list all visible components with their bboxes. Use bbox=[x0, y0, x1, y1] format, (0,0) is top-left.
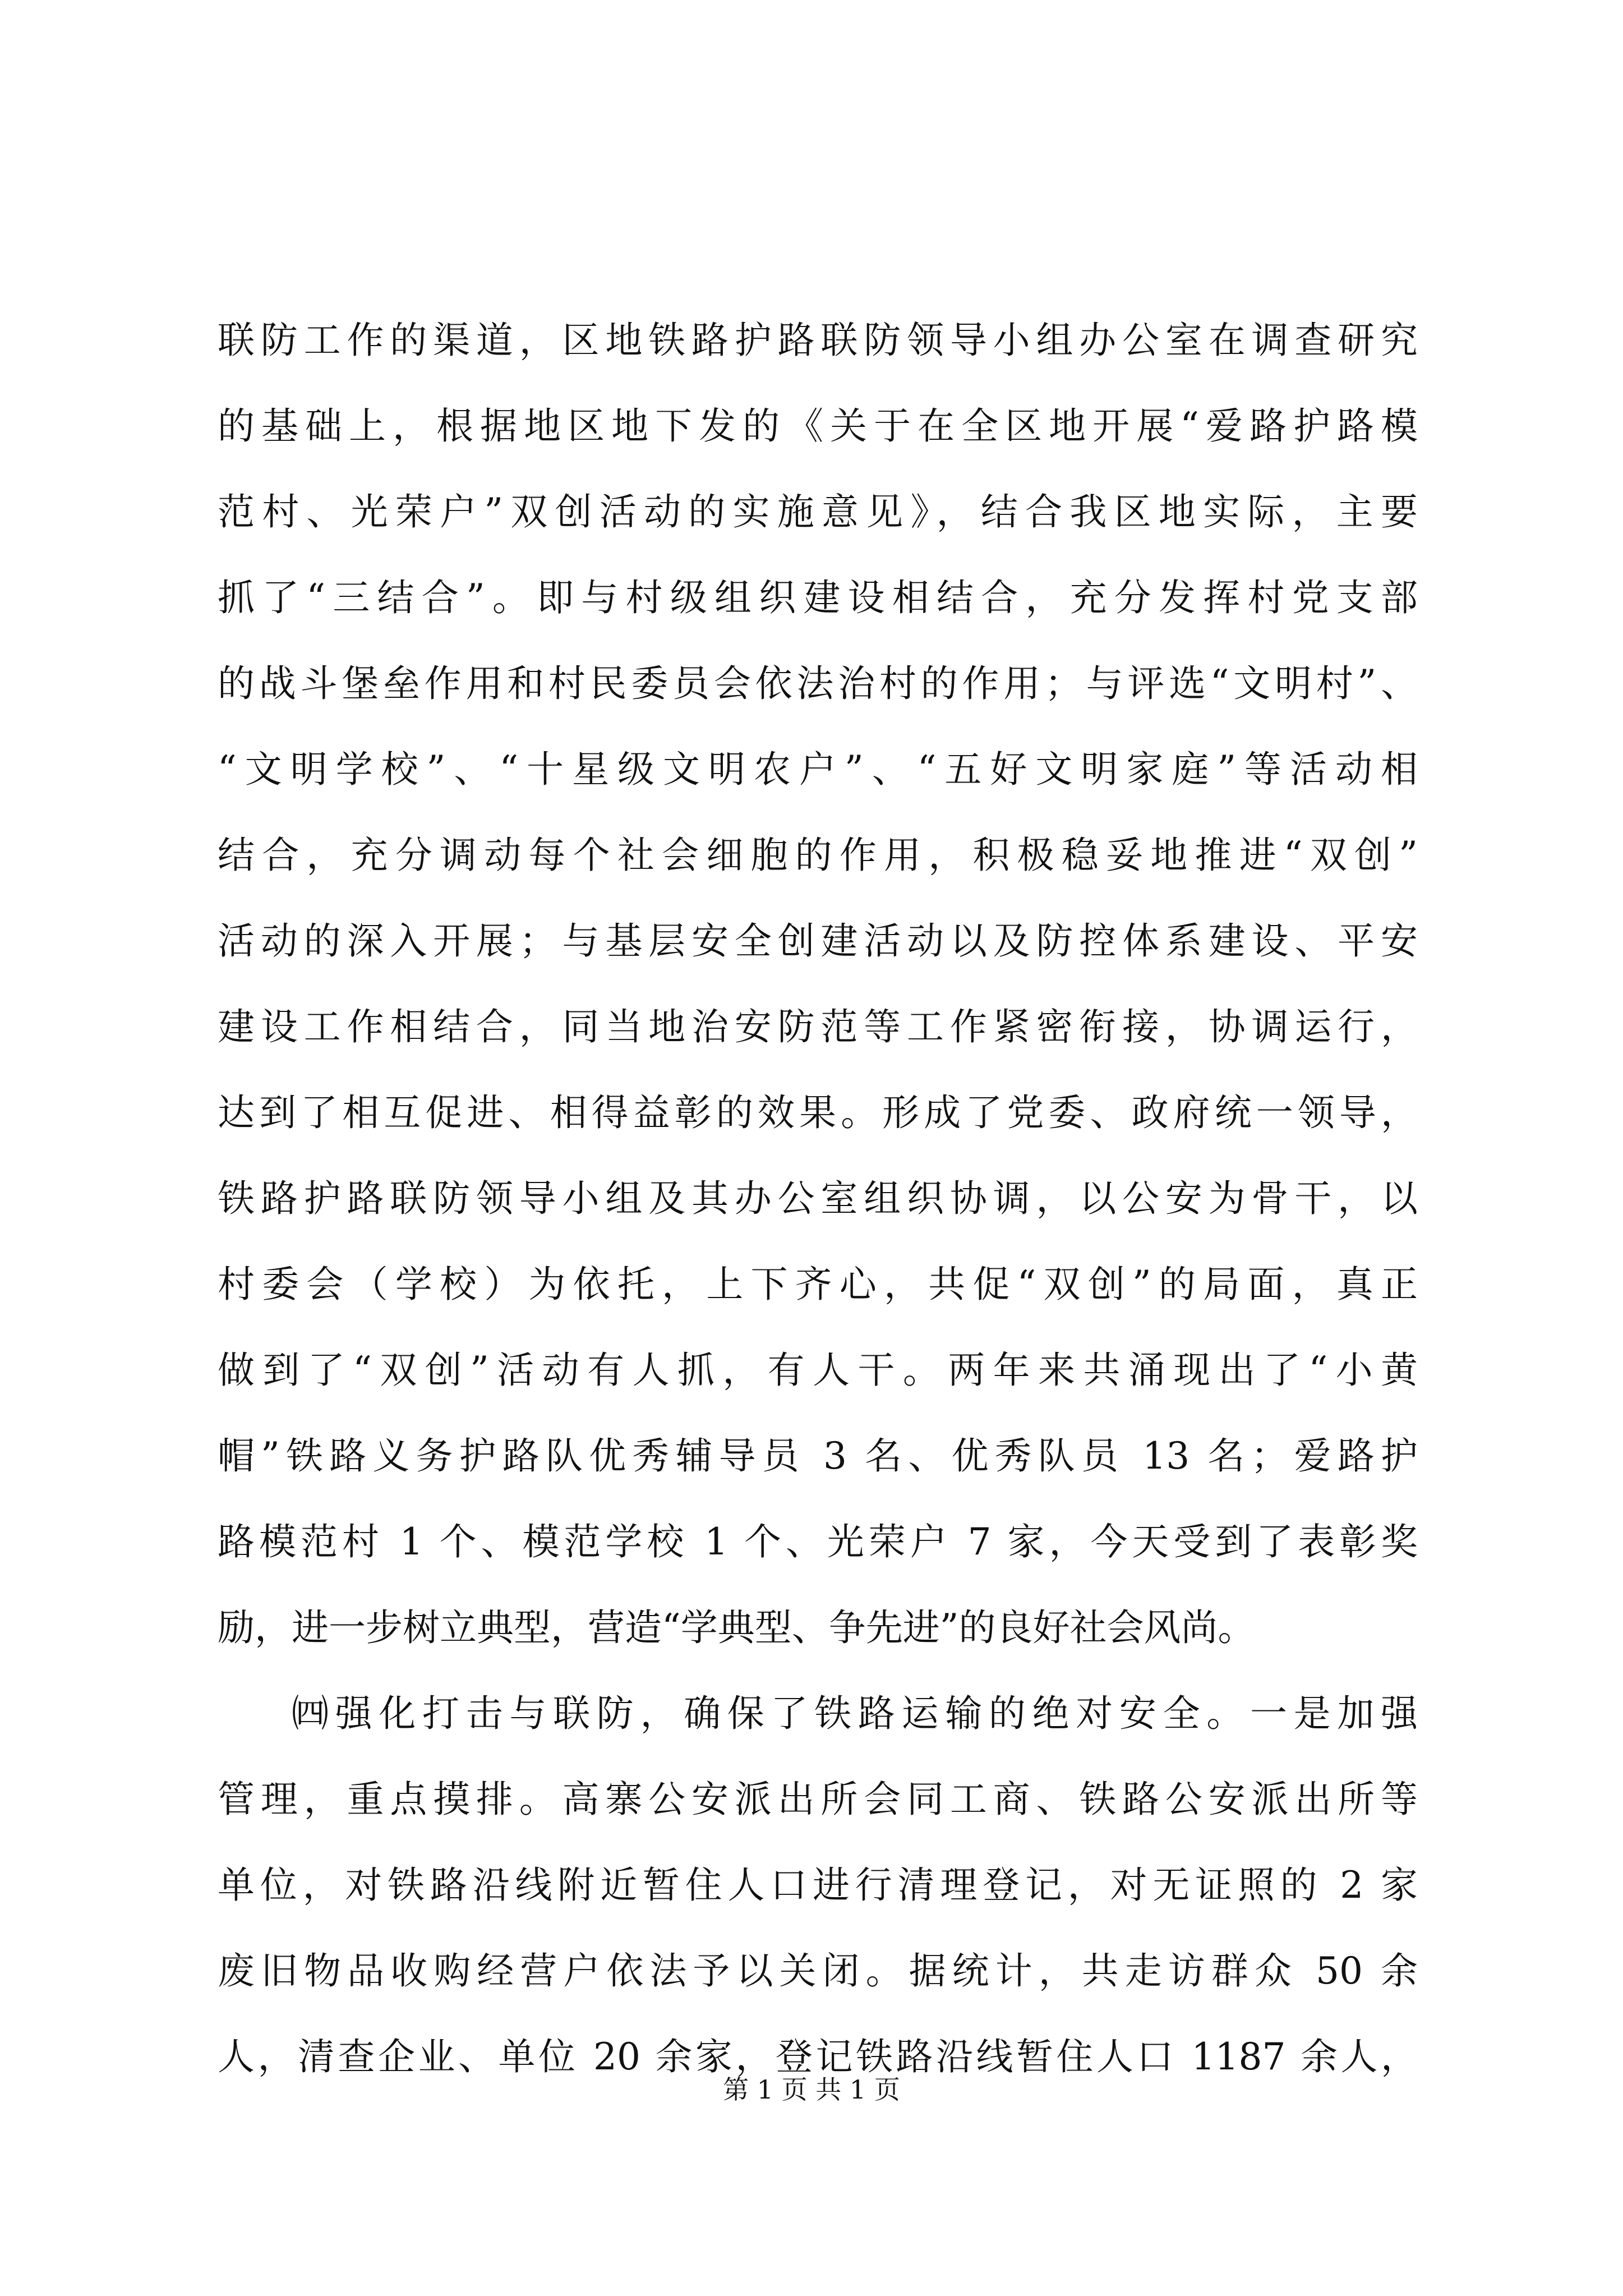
text-line: 范村、光荣户”双创活动的实施意见》，结合我区地实际，主要 bbox=[218, 490, 1418, 533]
paragraph-first-line: ㈣强化打击与联防，确保了铁路运输的绝对安全。一是加强 bbox=[292, 1692, 1418, 1735]
text-line: 做到了“双创”活动有人抓，有人干。两年来共涌现出了“小黄 bbox=[218, 1349, 1418, 1392]
text-line: “文明学校”、“十星级文明农户”、“五好文明家庭”等活动相 bbox=[218, 748, 1418, 791]
text-line: 励，进一步树立典型，营造“学典型、争先进”的良好社会风尚。 bbox=[218, 1606, 1255, 1649]
page-footer bbox=[0, 2073, 1623, 2106]
text-line: 单位，对铁路沿线附近暂住人口进行清理登记，对无证照的 2 家 bbox=[218, 1864, 1418, 1907]
text-line: 联防工作的渠道，区地铁路护路联防领导小组办公室在调查研究 bbox=[218, 319, 1418, 362]
body-text bbox=[218, 297, 1418, 2100]
text-line: 帽”铁路义务护路队优秀辅导员 3 名、优秀队员 13 名；爱路护 bbox=[218, 1434, 1418, 1478]
text-line: 活动的深入开展；与基层安全创建活动以及防控体系建设、平安 bbox=[218, 919, 1418, 963]
text-line: 建设工作相结合，同当地治安防范等工作紧密衔接，协调运行， bbox=[218, 1005, 1418, 1048]
text-line: 铁路护路联防领导小组及其办公室组织协调，以公安为骨干，以 bbox=[218, 1177, 1418, 1220]
page-number: 第 1 页 共 1 页 bbox=[723, 2074, 900, 2105]
text-line: 的战斗堡垒作用和村民委员会依法治村的作用；与评选“文明村”、 bbox=[218, 662, 1418, 705]
text-line: 管理，重点摸排。高寨公安派出所会同工商、铁路公安派出所等 bbox=[218, 1778, 1418, 1821]
text-line: 人，清查企业、单位 20 余家，登记铁路沿线暂住人口 1187 余人， bbox=[218, 2035, 1418, 2078]
text-line: 路模范村 1 个、模范学校 1 个、光荣户 7 家，今天受到了表彰奖 bbox=[218, 1520, 1418, 1563]
text-line: 抓了“三结合”。即与村级组织建设相结合，充分发挥村党支部 bbox=[218, 576, 1418, 619]
text-line: 村委会（学校）为依托，上下齐心，共促“双创”的局面，真正 bbox=[218, 1263, 1418, 1306]
text-line: 废旧物品收购经营户依法予以关闭。据统计，共走访群众 50 余 bbox=[218, 1949, 1418, 1993]
text-line: 结合，充分调动每个社会细胞的作用，积极稳妥地推进“双创” bbox=[218, 834, 1418, 877]
text-line: 达到了相互促进、相得益彰的效果。形成了党委、政府统一领导， bbox=[218, 1091, 1418, 1134]
text-line: 的基础上，根据地区地下发的《关于在全区地开展“爱路护路模 bbox=[218, 404, 1418, 448]
